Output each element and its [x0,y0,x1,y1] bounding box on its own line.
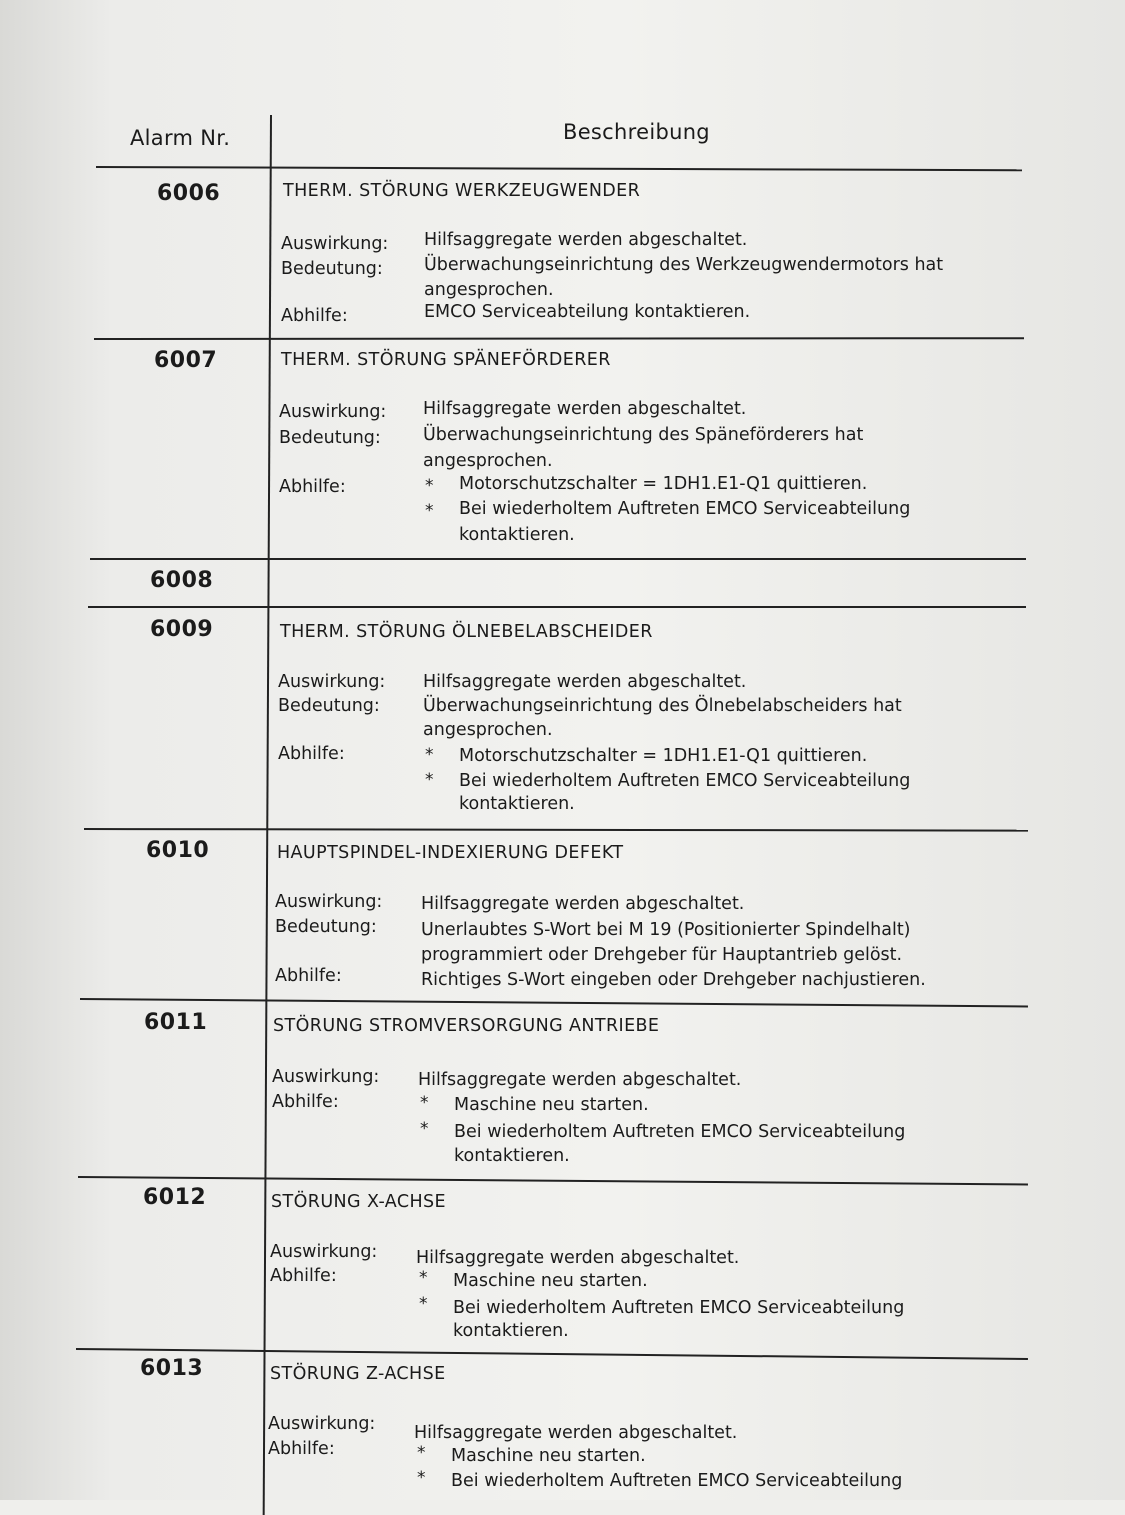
bullet-marker: * [420,1119,429,1139]
remedy-bullet: kontaktieren. [459,794,575,814]
row-rule [90,558,1026,560]
column-divider [263,115,272,1515]
meaning-text: Überwachungseinrichtung des Späneförderers hat [423,425,864,445]
meaning-text: programmiert oder Drehgeber für Hauptantrieb gelöst. [421,945,903,965]
remedy-label: Abhilfe: [270,1266,337,1286]
meaning-text: angesprochen. [423,720,553,740]
alarm-title: STÖRUNG Z-ACHSE [270,1364,446,1384]
meaning-text: angesprochen. [423,451,553,471]
effect-text: Hilfsaggregate werden abgeschaltet. [414,1423,738,1443]
meaning-text: angesprochen. [424,280,554,300]
column-header-description: Beschreibung [563,120,710,144]
remedy-bullet: Bei wiederholtem Auftreten EMCO Serviceabteilung [454,1122,906,1142]
remedy-bullet: Maschine neu starten. [454,1095,649,1115]
remedy-label: Abhilfe: [268,1439,335,1459]
meaning-text: Unerlaubtes S-Wort bei M 19 (Positionierter Spindelhalt) [421,920,911,940]
effect-text: Hilfsaggregate werden abgeschaltet. [423,672,747,692]
alarm-title: THERM. STÖRUNG WERKZEUGWENDER [283,181,641,201]
remedy-bullet: Maschine neu starten. [453,1271,648,1291]
column-header-alarm: Alarm Nr. [130,126,231,150]
meaning-text: Überwachungseinrichtung des Werkzeugwendermotors hat [424,255,944,275]
bullet-marker: * [417,1468,426,1488]
bullet-marker: * [425,501,434,521]
bullet-marker: * [419,1268,428,1288]
remedy-bullet: Motorschutzschalter = 1DH1.E1-Q1 quittieren. [459,474,868,494]
remedy-bullet: Motorschutzschalter = 1DH1.E1-Q1 quittieren. [459,746,868,766]
bullet-marker: * [425,476,434,496]
remedy-label: Abhilfe: [275,966,342,986]
remedy-bullet: kontaktieren. [459,525,575,545]
meaning-label: Bedeutung: [275,917,377,937]
row-rule [94,337,1024,340]
remedy-bullet: Bei wiederholtem Auftreten EMCO Serviceabteilung [459,771,911,791]
remedy-bullet: Bei wiederholtem Auftreten EMCO Serviceabteilung [459,499,911,519]
effect-label: Auswirkung: [279,402,387,422]
effect-text: Hilfsaggregate werden abgeschaltet. [416,1248,740,1268]
remedy-label: Abhilfe: [272,1092,339,1112]
effect-label: Auswirkung: [268,1414,376,1434]
remedy-label: Abhilfe: [278,744,345,764]
row-rule [88,606,1026,608]
alarm-number: 6009 [150,617,214,642]
alarm-number: 6012 [143,1185,207,1210]
effect-label: Auswirkung: [270,1242,378,1262]
alarm-number: 6011 [144,1010,208,1035]
remedy-label: Abhilfe: [281,306,348,326]
header-rule [96,166,1022,171]
remedy-bullet: Bei wiederholtem Auftreten EMCO Serviceabteilung [453,1298,905,1318]
remedy-text: EMCO Serviceabteilung kontaktieren. [424,302,751,322]
bullet-marker: * [420,1093,429,1113]
meaning-label: Bedeutung: [278,696,380,716]
bullet-marker: * [425,745,434,765]
alarm-number: 6007 [154,348,218,373]
effect-label: Auswirkung: [272,1067,380,1087]
remedy-bullet: kontaktieren. [454,1146,570,1166]
remedy-bullet: Maschine neu starten. [451,1446,646,1466]
bullet-marker: * [417,1443,426,1463]
alarm-number: 6008 [150,568,214,593]
remedy-label: Abhilfe: [279,477,346,497]
effect-text: Hilfsaggregate werden abgeschaltet. [423,399,747,419]
alarm-number: 6010 [146,838,210,863]
alarm-number: 6013 [140,1356,204,1381]
alarm-number: 6006 [157,181,221,206]
effect-text: Hilfsaggregate werden abgeschaltet. [421,894,745,914]
meaning-label: Bedeutung: [279,428,381,448]
row-rule [78,1176,1028,1185]
remedy-text: Richtiges S-Wort eingeben oder Drehgeber nachjustieren. [421,970,926,990]
effect-text: Hilfsaggregate werden abgeschaltet. [424,230,748,250]
effect-text: Hilfsaggregate werden abgeschaltet. [418,1070,742,1090]
row-rule [84,828,1028,832]
row-rule [80,998,1028,1007]
bullet-marker: * [419,1294,428,1314]
alarm-title: STÖRUNG STROMVERSORGUNG ANTRIEBE [273,1016,660,1036]
bullet-marker: * [425,770,434,790]
effect-label: Auswirkung: [278,672,386,692]
alarm-title: HAUPTSPINDEL-INDEXIERUNG DEFEKT [277,843,624,863]
row-rule [76,1348,1028,1360]
alarm-title: THERM. STÖRUNG ÖLNEBELABSCHEIDER [280,622,653,642]
alarm-title: THERM. STÖRUNG SPÄNEFÖRDERER [281,350,611,370]
alarm-title: STÖRUNG X-ACHSE [271,1192,447,1212]
effect-label: Auswirkung: [281,234,389,254]
remedy-bullet: Bei wiederholtem Auftreten EMCO Serviceabteilung [451,1471,903,1491]
meaning-label: Bedeutung: [281,259,383,279]
remedy-bullet: kontaktieren. [453,1321,569,1341]
effect-label: Auswirkung: [275,892,383,912]
meaning-text: Überwachungseinrichtung des Ölnebelabscheiders hat [423,696,902,716]
